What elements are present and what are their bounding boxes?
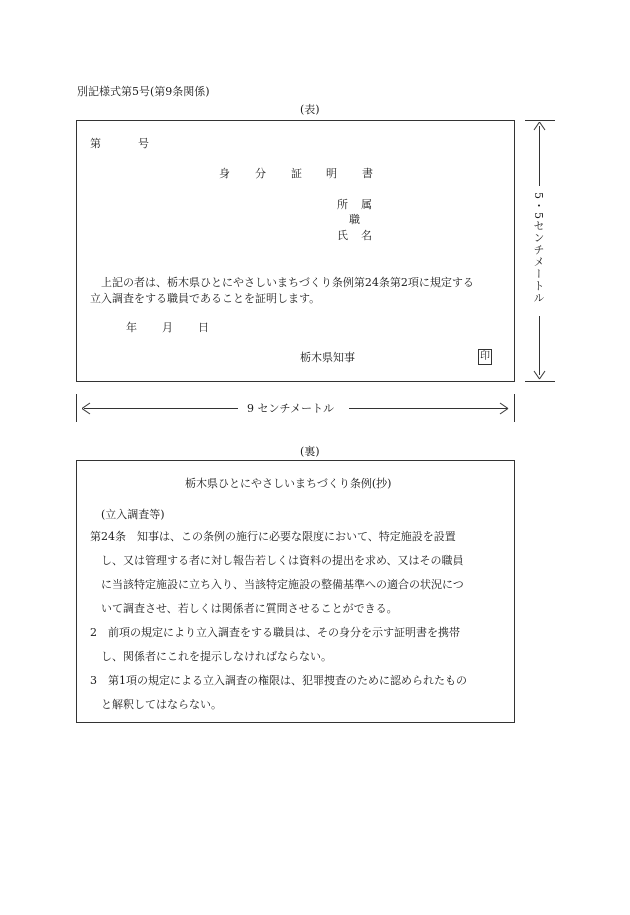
paragraph-2-line: 2 前項の規定により立入調査をする職員は、その身分を示す証明書を携帯 [90,626,460,639]
paragraph-2-line: し、関係者にこれを提示しなければならない。 [101,650,332,663]
arrow-left-icon [82,402,92,415]
front-card [76,120,515,382]
article-line: 第24条 知事は、この条例の施行に必要な限度において、特定施設を設置 [90,530,456,543]
height-top-tick [525,120,555,121]
height-arrow-upper [539,126,540,186]
width-arrow-right [349,408,507,409]
title-char: 明 [326,167,337,180]
date-month: 月 [162,321,173,334]
article-line: に当該特定施設に立ち入り、当該特定施設の整備基準への適合の状況につ [101,578,464,591]
arrow-down-icon [533,370,546,380]
number-label-suffix: 号 [138,137,149,150]
width-left-tick [76,394,77,422]
title-char: 証 [291,167,302,180]
name-label-2: 名 [361,229,372,242]
title-char: 分 [255,167,266,180]
date-year: 年 [126,321,137,334]
issuer-label: 栃木県知事 [300,351,355,364]
article-line: いて調査させ、若しくは関係者に質問させることができる。 [101,602,398,615]
width-right-tick [514,394,515,422]
arrow-up-icon [533,122,546,132]
height-arrow-lower [539,316,540,375]
arrow-right-icon [499,402,509,415]
number-label-prefix: 第 [90,137,101,150]
section-heading: (立入調査等) [101,508,165,521]
paragraph-3-line: と解釈してはならない。 [101,698,222,711]
title-char: 身 [219,167,230,180]
title-char: 書 [362,167,373,180]
position-label: 職 [349,213,360,226]
affiliation-label-1: 所 [337,198,348,211]
affiliation-label-2: 属 [361,198,372,211]
height-bottom-tick [525,381,555,382]
width-arrow-left [84,408,238,409]
height-label: 5・5センチメートル [532,192,545,304]
date-day: 日 [198,321,209,334]
width-label: 9 センチメートル [247,402,335,415]
form-header: 別記様式第5号(第9条関係) [77,85,210,98]
certification-line-1: 上記の者は、栃木県ひとにやさしいまちづくり条例第24条第2項に規定する [101,276,474,289]
article-line: し、又は管理する者に対し報告若しくは資料の提出を求め、又はその職員 [101,554,464,567]
name-label-1: 氏 [337,229,348,242]
certification-line-2: 立入調査をする職員であることを証明します。 [90,292,321,305]
ordinance-title: 栃木県ひとにやさしいまちづくり条例(抄) [185,477,392,490]
back-side-label: (裏) [300,445,320,458]
seal-mark: 印 [478,349,492,365]
front-side-label: (表) [300,103,320,116]
paragraph-3-line: 3 第1項の規定による立入調査の権限は、犯罪捜査のために認められたもの [90,674,467,687]
